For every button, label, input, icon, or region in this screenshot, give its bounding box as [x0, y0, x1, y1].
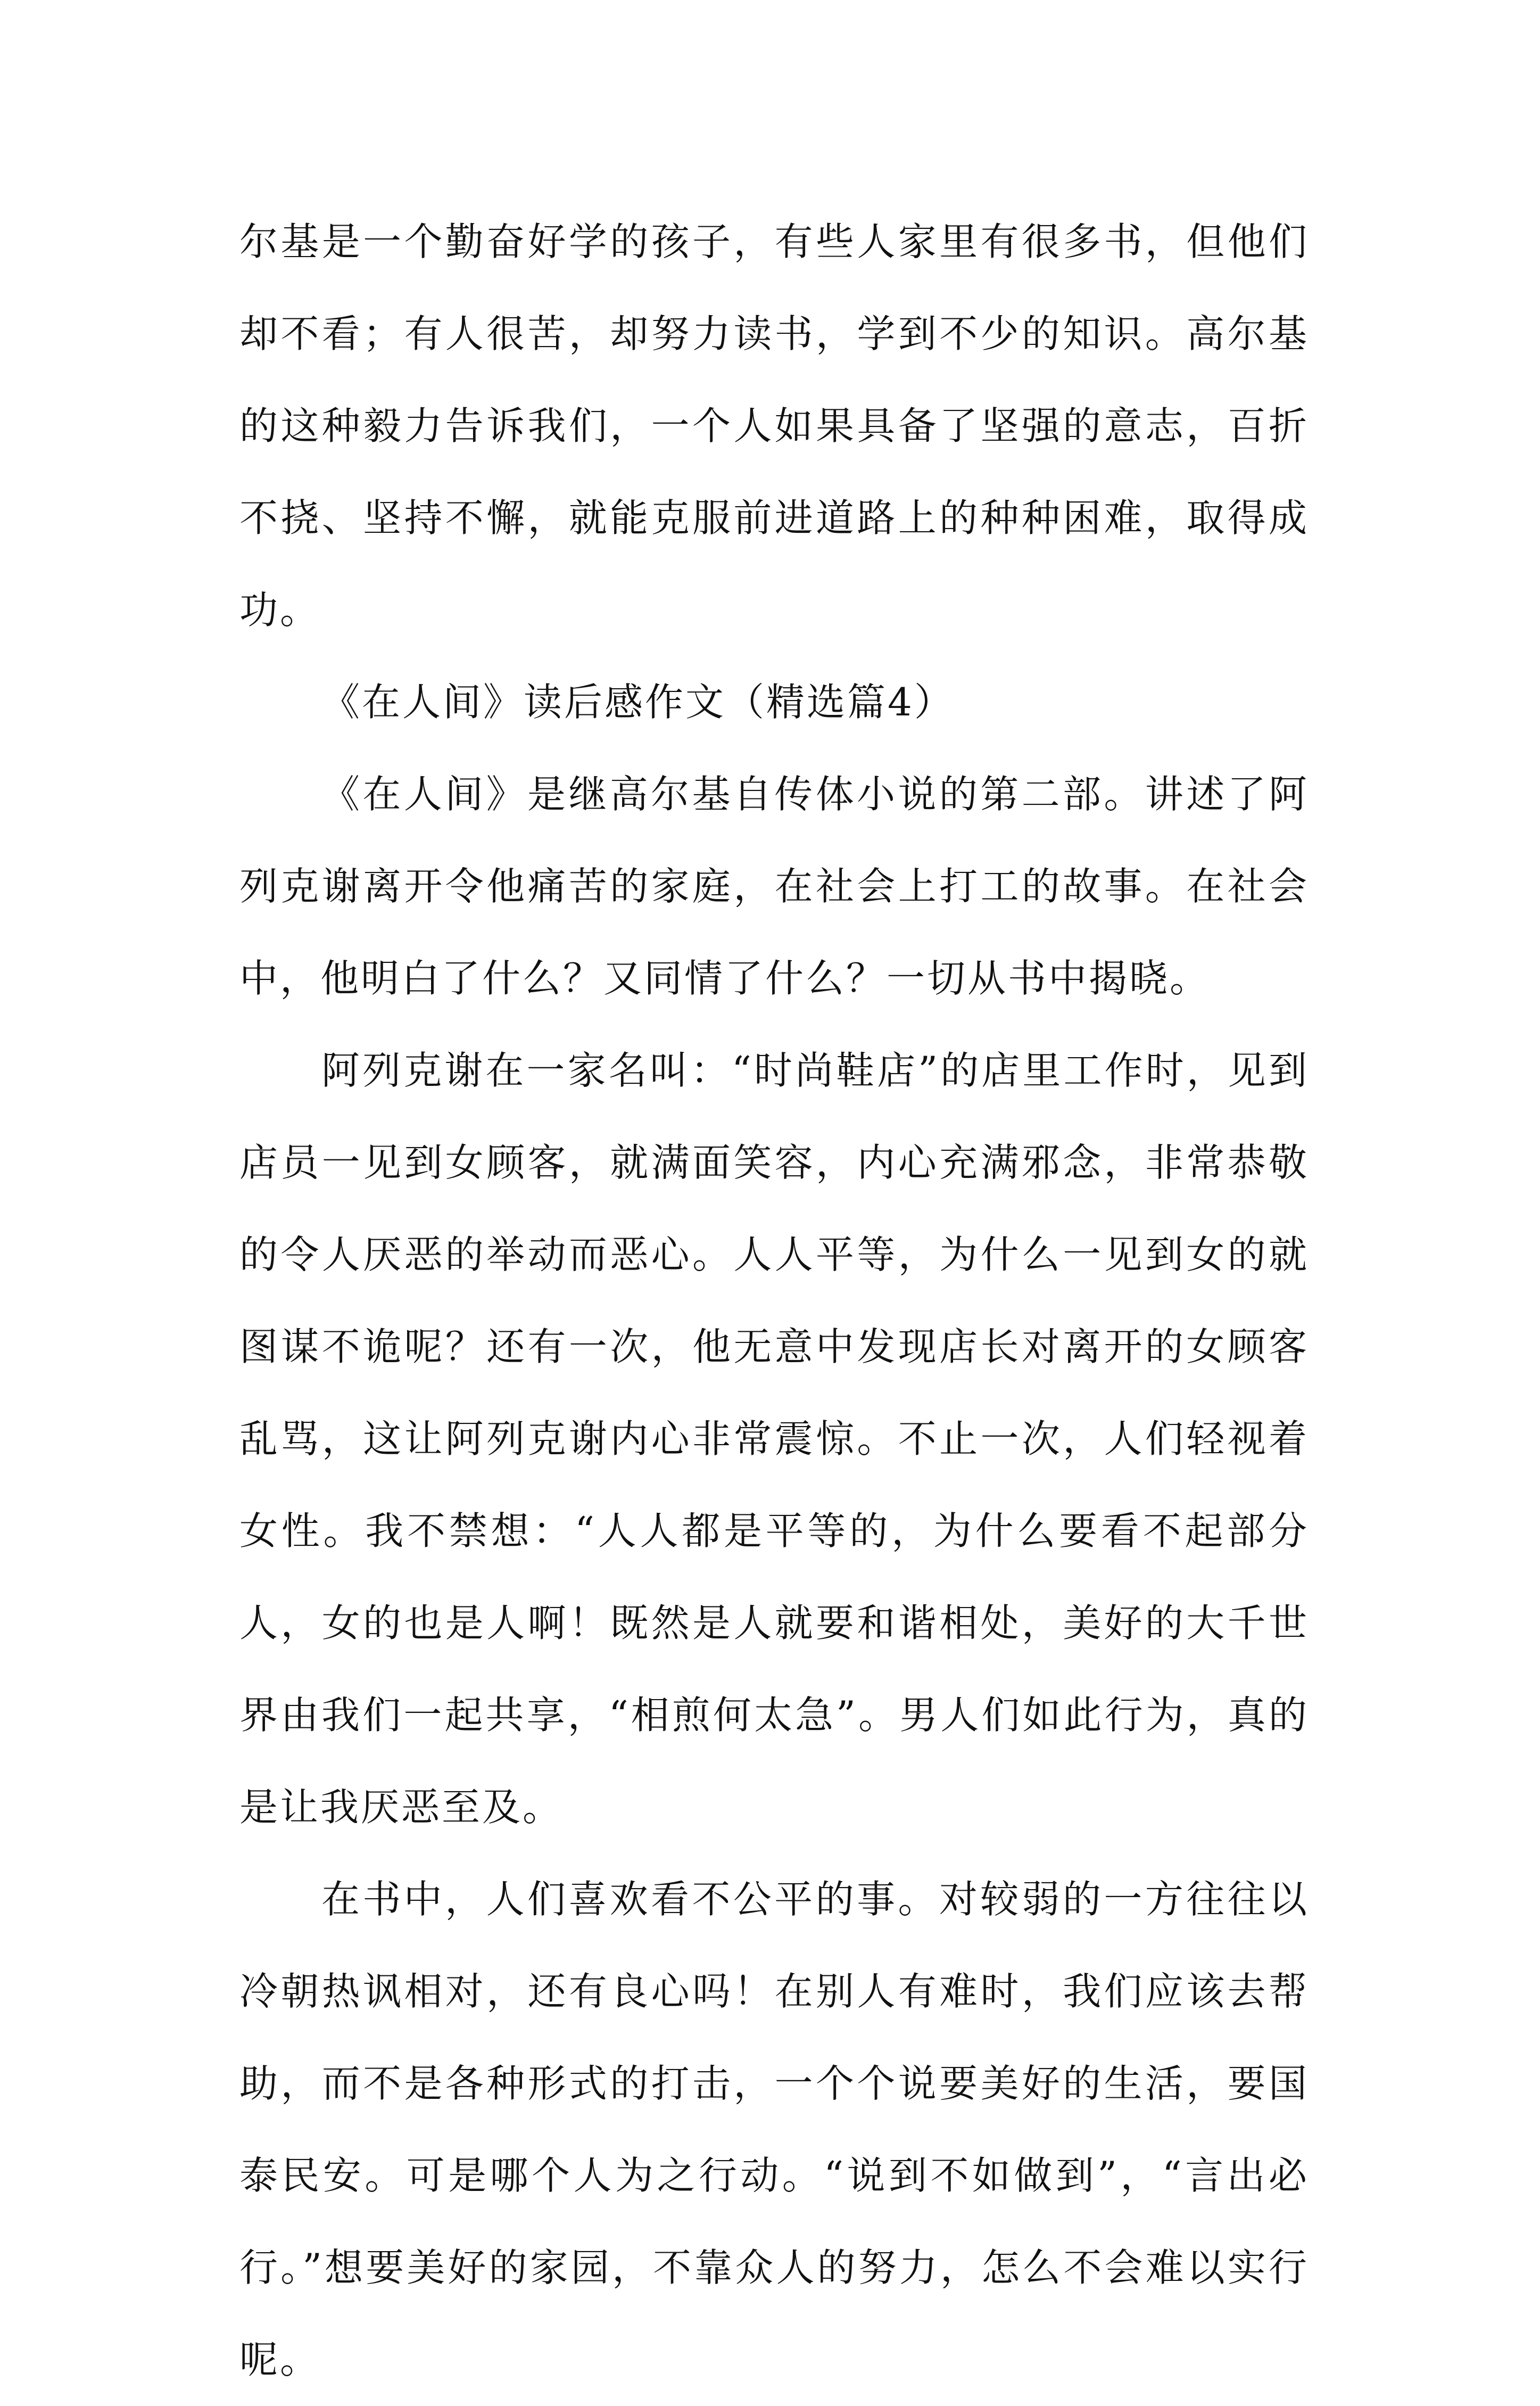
- paragraph-intro: 《在人间》是继高尔基自传体小说的第二部。讲述了阿列克谢离开令他痛苦的家庭，在社会上打工的故事。在社会中，他明白了什么？又同情了什么？一切从书中揭晓。: [239, 772, 1309, 1001]
- paragraph-continuation: 尔基是一个勤奋好学的孩子，有些人家里有很多书，但他们却不看；有人很苦，却努力读书，学到不少的知识。高尔基的这种毅力告诉我们，一个人如果具备了坚强的意志，百折不挠、坚持不懈，就能克服前进道路上的种种困难，取得成功。: [239, 219, 1309, 632]
- document-body: [239, 196, 1309, 2406]
- section-heading: 《在人间》读后感作文（精选篇4）: [321, 680, 955, 724]
- paragraph-reflection: 在书中，人们喜欢看不公平的事。对较弱的一方往往以冷朝热讽相对，还有良心吗！在别人有难时，我们应该去帮助，而不是各种形式的打击，一个个说要美好的生活，要国泰民安。可是哪个人为之行动。“说到不如做到”，“言出必行。”想要美好的家园，不靠众人的努力，怎么不会难以实行呢。: [239, 1877, 1309, 2382]
- paragraph-shoe-shop: 阿列克谢在一家名叫：“时尚鞋店”的店里工作时，见到店员一见到女顾客，就满面笑容，内心充满邪念，非常恭敬的令人厌恶的举动而恶心。人人平等，为什么一见到女的就图谋不诡呢？还有一次，他无意中发现店长对离开的女顾客乱骂，这让阿列克谢内心非常震惊。不止一次，人们轻视着女性。我不禁想：“人人都是平等的，为什么要看不起部分人，女的也是人啊！既然是人就要和谐相处，美好的大千世界由我们一起共享，“相煎何太急”。男人们如此行为，真的是让我厌恶至及。: [239, 1048, 1309, 1830]
